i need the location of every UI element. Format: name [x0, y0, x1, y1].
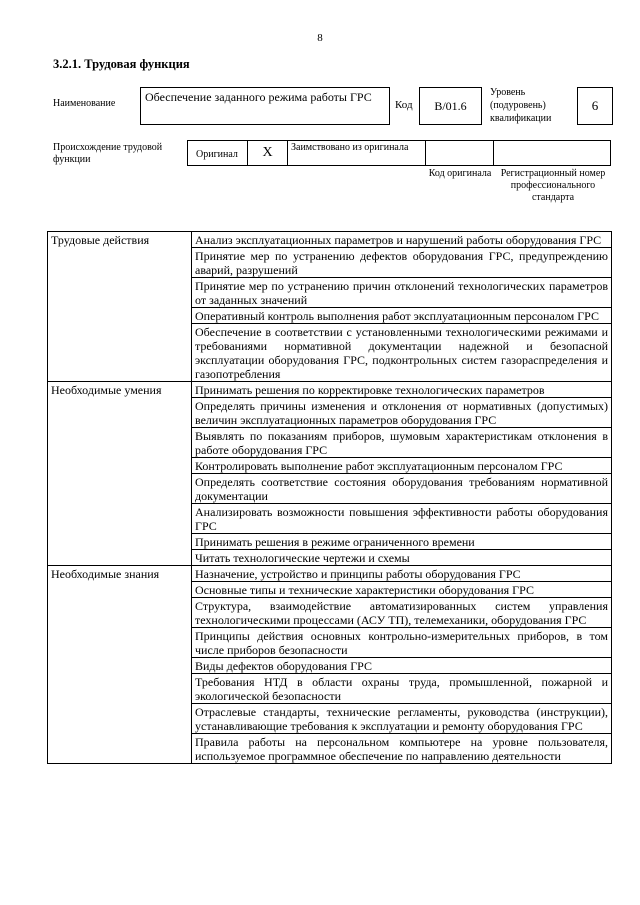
function-code-field: В/01.6 [419, 87, 482, 125]
borrowed-label: Заимствовано из оригинала [288, 141, 426, 165]
page-number: 8 [317, 32, 323, 44]
function-name-field: Обеспечение заданного режима работы ГРС [140, 87, 390, 125]
section-item-cell: Оперативный контроль выполнения работ эксплуатационным персоналом ГРС [192, 308, 612, 324]
table-row [48, 382, 612, 398]
section-item-cell: Читать технологические чертежи и схемы [192, 550, 612, 566]
section-item-cell: Анализ эксплуатационных параметров и нарушений работы оборудования ГРС [192, 232, 612, 248]
section-title-cell: Необходимые знания [48, 566, 192, 764]
caption-original-code: Код оригинала [428, 168, 492, 179]
original-label: Оригинал [188, 141, 248, 165]
section-item-cell: Определять соответствие состояния оборудования требованиям нормативной документации [192, 474, 612, 504]
section-title-cell: Трудовые действия [48, 232, 192, 382]
section-item-cell: Принятие мер по устранению причин отклонений технологических параметров от заданных значений [192, 278, 612, 308]
section-item-cell: Принятие мер по устранению дефектов оборудования ГРС, предупреждению аварий, разрушений [192, 248, 612, 278]
caption-registration-number: Регистрационный номер профессионального стандарта [500, 168, 606, 203]
section-item-cell: Выявлять по показаниям приборов, шумовым характеристикам отклонения в работе оборудования ГРС [192, 428, 612, 458]
qualification-level-field: 6 [577, 87, 613, 125]
section-item-cell: Требования НТД в области охраны труда, промышленной, пожарной и экологической безопасности [192, 674, 612, 704]
original-mark: X [248, 141, 288, 165]
origin-label: Происхождение трудовой функции [53, 142, 163, 165]
code-label: Код [395, 99, 413, 111]
section-item-cell: Отраслевые стандарты, технические регламенты, руководства (инструкции), устанавливающие требования к эксплуатации и ремонту оборудования ГРС [192, 704, 612, 734]
table-row [48, 232, 612, 248]
section-item-cell: Виды дефектов оборудования ГРС [192, 658, 612, 674]
section-title-cell: Необходимые умения [48, 382, 192, 566]
section-item-cell: Контролировать выполнение работ эксплуатационным персоналом ГРС [192, 458, 612, 474]
section-item-cell: Принципы действия основных контрольно-измерительных приборов, в том числе приборов безопасности [192, 628, 612, 658]
original-code-cell [426, 141, 494, 165]
section-item-cell: Принимать решения по корректировке технологических параметров [192, 382, 612, 398]
origin-table [187, 140, 611, 166]
section-item-cell: Структура, взаимодействие автоматизированных систем управления технологическими процессами (АСУ ТП), телемеханики, оборудования ГРС [192, 598, 612, 628]
section-item-cell: Обеспечение в соответствии с установленными технологическими режимами и требованиями нормативной документации надежной и безопасной эксплуатации оборудования ГРС, подконтрольных систем газораспределения и газопотребления [192, 324, 612, 382]
table-row [48, 566, 612, 582]
section-item-cell: Принимать решения в режиме ограниченного времени [192, 534, 612, 550]
section-item-cell: Анализировать возможности повышения эффективности работы оборудования ГРС [192, 504, 612, 534]
section-item-cell: Основные типы и технические характеристики оборудования ГРС [192, 582, 612, 598]
section-item-cell: Назначение, устройство и принципы работы оборудования ГРС [192, 566, 612, 582]
function-details-table [47, 231, 612, 764]
section-title: 3.2.1. Трудовая функция [53, 57, 190, 71]
section-item-cell: Определять причины изменения и отклонения от нормативных (допустимых) величин эксплуатационных параметров оборудования ГРС [192, 398, 612, 428]
qualification-level-label: Уровень (подуровень) квалификации [490, 87, 552, 124]
name-label: Наименование [53, 98, 116, 109]
section-item-cell: Правила работы на персональном компьютере на уровне пользователя, используемое программное обеспечение по направлению деятельности [192, 734, 612, 764]
registration-number-cell [494, 141, 610, 165]
